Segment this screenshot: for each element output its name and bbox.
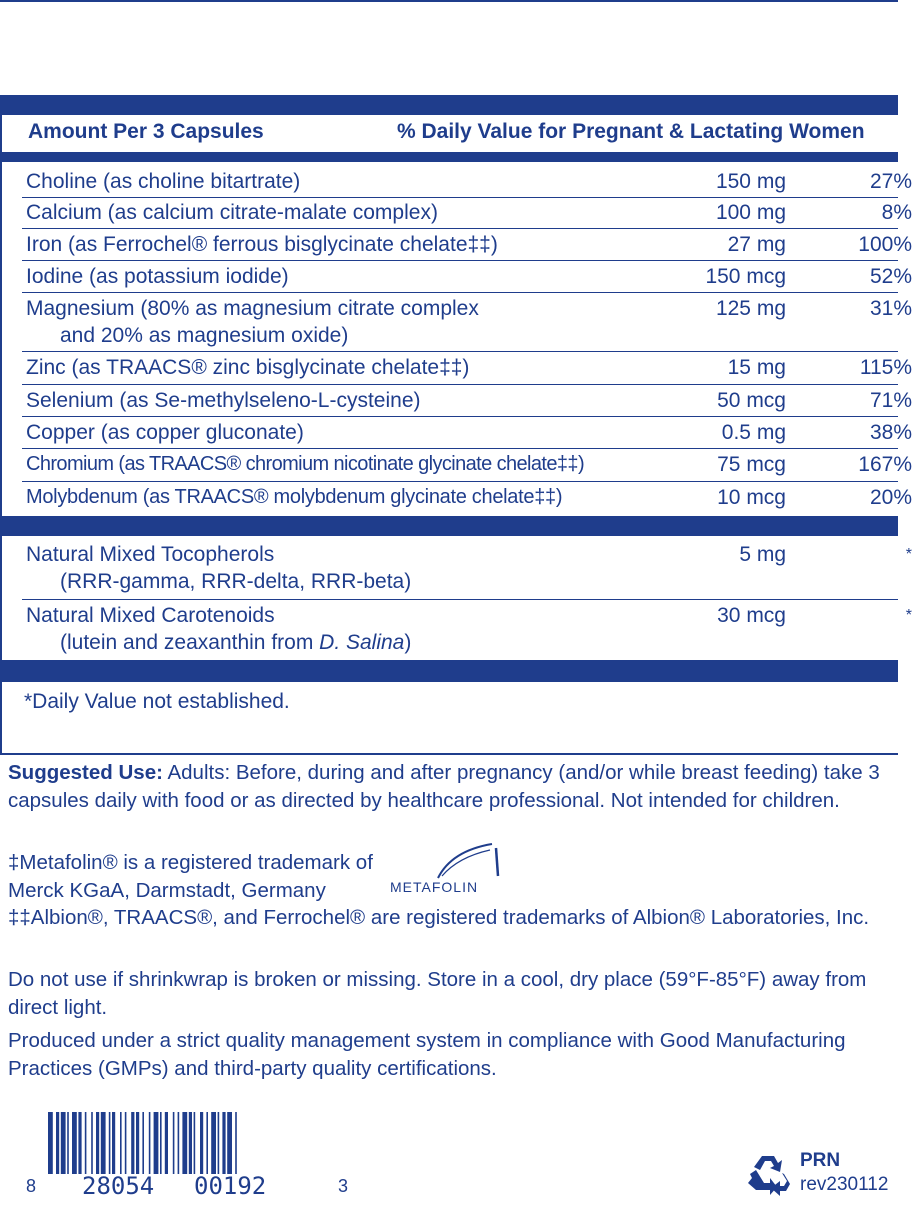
barcode-bar bbox=[78, 1112, 81, 1174]
nutrient-dv: 38% bbox=[869, 421, 912, 444]
top-rule bbox=[0, 0, 898, 2]
nutrient-amount: 75 mcg bbox=[717, 453, 786, 476]
barcode-check-digit: 3 bbox=[338, 1176, 349, 1196]
barcode-bar bbox=[182, 1112, 187, 1174]
storage-instructions: Do not use if shrinkwrap is broken or missing. Store in a cool, dry place (59°F-85°F) away from direct light. bbox=[8, 968, 867, 1019]
recycle-icon bbox=[744, 1150, 792, 1198]
barcode-bar bbox=[67, 1112, 69, 1174]
barcode-bar bbox=[109, 1112, 111, 1174]
nutrient-dv: 8% bbox=[881, 201, 912, 224]
nutrient-dv: 27% bbox=[869, 170, 912, 193]
ingredient-name: Natural Mixed Tocopherols bbox=[26, 543, 275, 566]
metafolin-line-2: Merck KGaA, Darmstadt, Germany bbox=[8, 879, 326, 902]
amount-header: Amount Per 3 Capsules bbox=[28, 120, 264, 143]
ingredient-detail-species: D. Salina bbox=[319, 631, 405, 654]
row-divider bbox=[22, 197, 898, 198]
ingredient-dv: * bbox=[905, 546, 912, 563]
nutrient-name: Zinc (as TRAACS® zinc bisglycinate chelate‡‡) bbox=[26, 356, 470, 379]
barcode-bar bbox=[165, 1112, 168, 1174]
nutrient-dv: 20% bbox=[869, 486, 912, 509]
nutrient-name: Selenium (as Se-methylseleno-L-cysteine) bbox=[26, 389, 421, 412]
section-divider-bar bbox=[0, 516, 898, 536]
barcode-bar bbox=[149, 1112, 151, 1174]
barcode-bar bbox=[160, 1112, 162, 1174]
row-divider bbox=[22, 292, 898, 293]
barcode-lead-digit: 8 bbox=[26, 1176, 37, 1196]
barcode-bar bbox=[96, 1112, 99, 1174]
barcode-bar bbox=[189, 1112, 192, 1174]
row-divider bbox=[22, 384, 898, 385]
barcode-bar bbox=[173, 1112, 175, 1174]
barcode-bar bbox=[56, 1112, 59, 1174]
panel-bottom-border bbox=[0, 753, 898, 755]
row-divider bbox=[22, 260, 898, 261]
nutrient-name: Chromium (as TRAACS® chromium nicotinate glycinate chelate‡‡) bbox=[26, 453, 585, 475]
row-divider bbox=[22, 599, 898, 600]
ingredient-amount: 30 mcg bbox=[717, 604, 786, 627]
suggested-use bbox=[8, 759, 893, 815]
header-bar bbox=[0, 95, 898, 115]
barcode-bar bbox=[178, 1112, 180, 1174]
daily-value-footnote: *Daily Value not established. bbox=[24, 690, 290, 713]
header-underline-bar bbox=[0, 152, 898, 162]
nutrient-amount: 125 mg bbox=[715, 297, 786, 320]
row-divider bbox=[22, 416, 898, 417]
ingredient-name: Natural Mixed Carotenoids bbox=[26, 604, 275, 627]
nutrient-amount: 15 mg bbox=[727, 356, 786, 379]
ingredient-detail bbox=[60, 629, 411, 656]
metafolin-trademark bbox=[8, 849, 388, 905]
ingredient-detail: (RRR-gamma, RRR-delta, RRR-beta) bbox=[60, 570, 412, 593]
nutrient-dv: 31% bbox=[869, 297, 912, 320]
nutrient-amount: 10 mcg bbox=[717, 486, 786, 509]
barcode-bar bbox=[125, 1112, 127, 1174]
panel-left-border bbox=[0, 95, 2, 755]
barcode-bar bbox=[120, 1112, 122, 1174]
nutrient-dv: 52% bbox=[869, 265, 912, 288]
row-divider bbox=[22, 481, 898, 482]
suggested-use-label: Suggested Use: bbox=[8, 761, 163, 784]
albion-trademark: ‡‡Albion®, TRAACS®, and Ferrochel® are registered trademarks of Albion® Laboratories, Inc. bbox=[8, 906, 870, 929]
nutrient-amount: 0.5 mg bbox=[721, 421, 786, 444]
barcode-bar bbox=[85, 1112, 87, 1174]
barcode-bar bbox=[154, 1112, 159, 1174]
nutrient-dv: 100% bbox=[858, 233, 912, 256]
nutrient-dv: 115% bbox=[859, 356, 912, 379]
nutrient-name: Magnesium (80% as magnesium citrate complex bbox=[26, 297, 479, 320]
metafolin-logo-text: METAFOLIN bbox=[390, 879, 479, 895]
row-divider bbox=[22, 228, 898, 229]
barcode-bar bbox=[194, 1112, 196, 1174]
barcode-bar bbox=[222, 1112, 225, 1174]
nutrient-name: Choline (as choline bitartrate) bbox=[26, 170, 301, 193]
barcode-bar bbox=[101, 1112, 106, 1174]
nutrient-name: Molybdenum (as TRAACS® molybdenum glycinate chelate‡‡) bbox=[26, 486, 563, 508]
barcode-bar bbox=[206, 1112, 208, 1174]
ingredient-detail-post: ) bbox=[404, 631, 412, 654]
nutrient-dv: 71% bbox=[869, 389, 912, 412]
barcode-bar bbox=[112, 1112, 115, 1174]
barcode-bar bbox=[131, 1112, 134, 1174]
barcode-bar bbox=[227, 1112, 232, 1174]
upc-barcode bbox=[46, 1112, 326, 1174]
suggested-use-text: Adults: Before, during and after pregnancy (and/or while breast feeding) take 3 capsules daily with food or as directed by healthcare professional. Not intended for children. bbox=[8, 761, 880, 812]
barcode-bar bbox=[235, 1112, 237, 1174]
nutrient-dv: 167% bbox=[858, 453, 912, 476]
ingredient-dv: * bbox=[905, 607, 912, 624]
barcode-bar bbox=[61, 1112, 66, 1174]
nutrient-name: Copper (as copper gluconate) bbox=[26, 421, 304, 444]
metafolin-logo bbox=[388, 840, 508, 900]
nutrient-name: Calcium (as calcium citrate-malate complex) bbox=[26, 201, 438, 224]
daily-value-header: % Daily Value for Pregnant & Lactating Women bbox=[397, 120, 865, 143]
barcode-bar bbox=[136, 1112, 139, 1174]
row-divider bbox=[22, 448, 898, 449]
metafolin-line-1: ‡Metafolin® is a registered trademark of bbox=[8, 851, 373, 874]
nutrient-name: Iron (as Ferrochel® ferrous bisglycinate chelate‡‡) bbox=[26, 233, 498, 256]
ingredient-amount: 5 mg bbox=[739, 543, 786, 566]
barcode-bar bbox=[211, 1112, 216, 1174]
barcode-bar bbox=[72, 1112, 77, 1174]
nutrient-amount: 27 mg bbox=[727, 233, 786, 256]
barcode-bar bbox=[218, 1112, 220, 1174]
barcode-bar bbox=[200, 1112, 203, 1174]
row-divider bbox=[22, 351, 898, 352]
nutrient-amount: 150 mcg bbox=[705, 265, 786, 288]
nutrient-amount: 50 mcg bbox=[717, 389, 786, 412]
barcode-bar bbox=[142, 1112, 144, 1174]
revision-code: rev230112 bbox=[800, 1174, 889, 1195]
nutrient-name-continued: and 20% as magnesium oxide) bbox=[60, 324, 349, 347]
bottom-divider-bar bbox=[0, 660, 898, 682]
nutrient-name: Iodine (as potassium iodide) bbox=[26, 265, 289, 288]
barcode-digits-right: 00192 bbox=[194, 1172, 267, 1200]
nutrient-amount: 100 mg bbox=[715, 201, 786, 224]
nutrient-amount: 150 mg bbox=[715, 170, 786, 193]
barcode-bar bbox=[91, 1112, 93, 1174]
brand-code: PRN bbox=[800, 1150, 841, 1171]
ingredient-detail-pre: (lutein and zeaxanthin from bbox=[60, 631, 320, 654]
gmp-statement: Produced under a strict quality management system in compliance with Good Manufacturing Practices (GMPs) and third-party quality certifications. bbox=[8, 1029, 846, 1080]
barcode-digits-left: 28054 bbox=[82, 1172, 155, 1200]
barcode-bar bbox=[48, 1112, 53, 1174]
